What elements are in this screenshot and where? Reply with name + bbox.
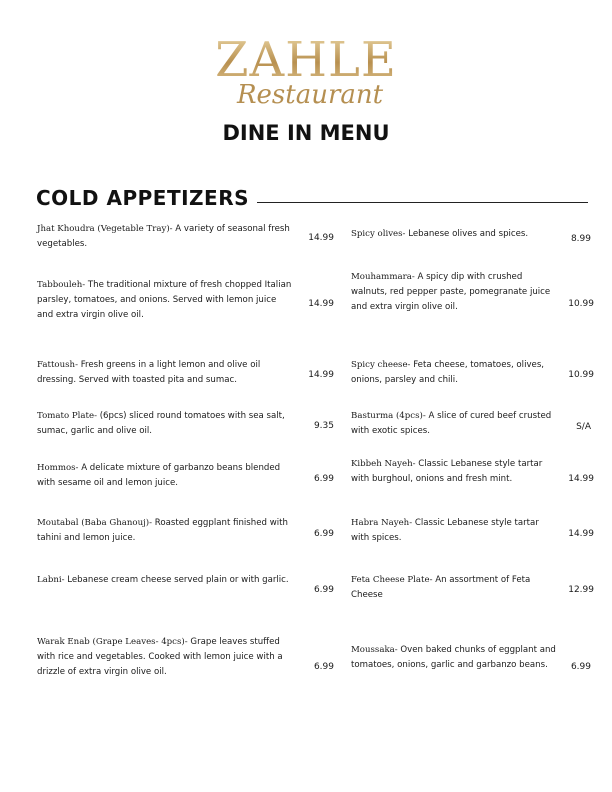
item-name: Feta Cheese Plate- [351, 575, 433, 585]
item-price: 10.99 [568, 370, 594, 380]
item-name: Fattoush- [37, 360, 78, 370]
item-description: A delicate mixture of garbanzo beans blended with sesame oil and lemon juice. [37, 463, 281, 488]
menu-item [351, 573, 556, 603]
item-name: Mouhammara- [351, 272, 415, 282]
restaurant-logo [0, 32, 612, 110]
menu-item [37, 635, 292, 680]
item-description: A slice of cured beef crusted with exotic spices. [351, 411, 552, 436]
item-name: Spicy cheese- [351, 360, 411, 370]
menu-item [351, 457, 556, 487]
item-name: Basturma (4pcs)- [351, 411, 426, 421]
item-price: 14.99 [308, 370, 334, 380]
item-name: Tabbouleh- [37, 280, 86, 290]
menu-item [351, 227, 556, 242]
item-name: Jhat Khoudra (Vegetable Tray)- [37, 224, 173, 234]
section-header [36, 186, 588, 210]
item-price: 8.99 [570, 234, 591, 244]
item-price: 14.99 [568, 474, 594, 484]
item-name: Warak Enab (Grape Leaves- 4pcs)- [37, 637, 188, 647]
menu-item [351, 270, 556, 315]
item-description: Fresh greens in a light lemon and olive oil dressing. Served with toasted pita and sumac. [37, 360, 261, 385]
page-title: DINE IN MENU [222, 121, 390, 145]
item-price: 6.99 [313, 529, 334, 539]
menu-item [37, 573, 292, 588]
section-divider [257, 202, 588, 203]
item-description: A spicy dip with crushed walnuts, red pepper paste, pomegranate juice and extra virgin olive oil. [351, 272, 551, 312]
logo-wordmark: ZAHLE [0, 36, 612, 84]
item-price: 12.99 [568, 585, 594, 595]
item-name: Moussaka- [351, 645, 398, 655]
item-price: 14.99 [308, 233, 334, 243]
item-name: Moutabal (Baba Ghanouj)- [37, 518, 153, 528]
item-description: Oven baked chunks of eggplant and tomatoes, onions, garlic and garbanzo beans. [351, 645, 556, 670]
item-description: A variety of seasonal fresh vegetables. [37, 224, 290, 249]
menu-item [37, 516, 292, 546]
item-price: 10.99 [568, 299, 594, 309]
item-description: Roasted eggplant finished with tahini and lemon juice. [37, 518, 288, 543]
item-description: The traditional mixture of fresh chopped Italian parsley, tomatoes, and onions. Served with lemon juice and extra virgin olive oil. [37, 280, 292, 320]
item-name: Kibbeh Nayeh- [351, 459, 416, 469]
menu-item [37, 278, 292, 323]
item-description: Lebanese cream cheese served plain or with garlic. [64, 575, 289, 585]
item-name: Hommos- [37, 463, 79, 473]
section-title: COLD APPETIZERS [36, 186, 249, 210]
item-price: 6.99 [313, 662, 334, 672]
item-description: An assortment of Feta Cheese [351, 575, 531, 600]
item-description: Grape leaves stuffed with rice and vegetables. Cooked with lemon juice with a drizzle of extra virgin olive oil. [37, 637, 283, 677]
item-name: Spicy olives- [351, 229, 406, 239]
logo-subtitle: Restaurant [236, 80, 384, 110]
item-price: 14.99 [308, 299, 334, 309]
menu-item [37, 409, 292, 439]
item-price: 6.99 [313, 585, 334, 595]
item-description: Feta cheese, tomatoes, olives, onions, parsley and chili. [351, 360, 545, 385]
menu-item [351, 409, 556, 439]
item-price: 6.99 [313, 474, 334, 484]
item-description: Lebanese olives and spices. [405, 229, 529, 239]
item-description: Classic Lebanese style tartar with burghoul, onions and fresh mint. [351, 459, 543, 484]
item-name: Labni- [37, 575, 65, 585]
menu-item [37, 461, 292, 491]
item-name: Tomato Plate- [37, 411, 97, 421]
item-price: 9.35 [313, 421, 334, 431]
item-price: 14.99 [568, 529, 594, 539]
menu-item [351, 358, 556, 388]
item-name: Habra Nayeh- [351, 518, 413, 528]
item-price: S/A [576, 422, 591, 432]
menu-item [37, 358, 292, 388]
item-description: (6pcs) sliced round tomatoes with sea salt, sumac, garlic and olive oil. [37, 411, 285, 436]
menu-item [351, 516, 556, 546]
item-description: Classic Lebanese style tartar with spices. [351, 518, 539, 543]
menu-item [37, 222, 292, 252]
menu-item [351, 643, 556, 673]
item-price: 6.99 [570, 662, 591, 672]
